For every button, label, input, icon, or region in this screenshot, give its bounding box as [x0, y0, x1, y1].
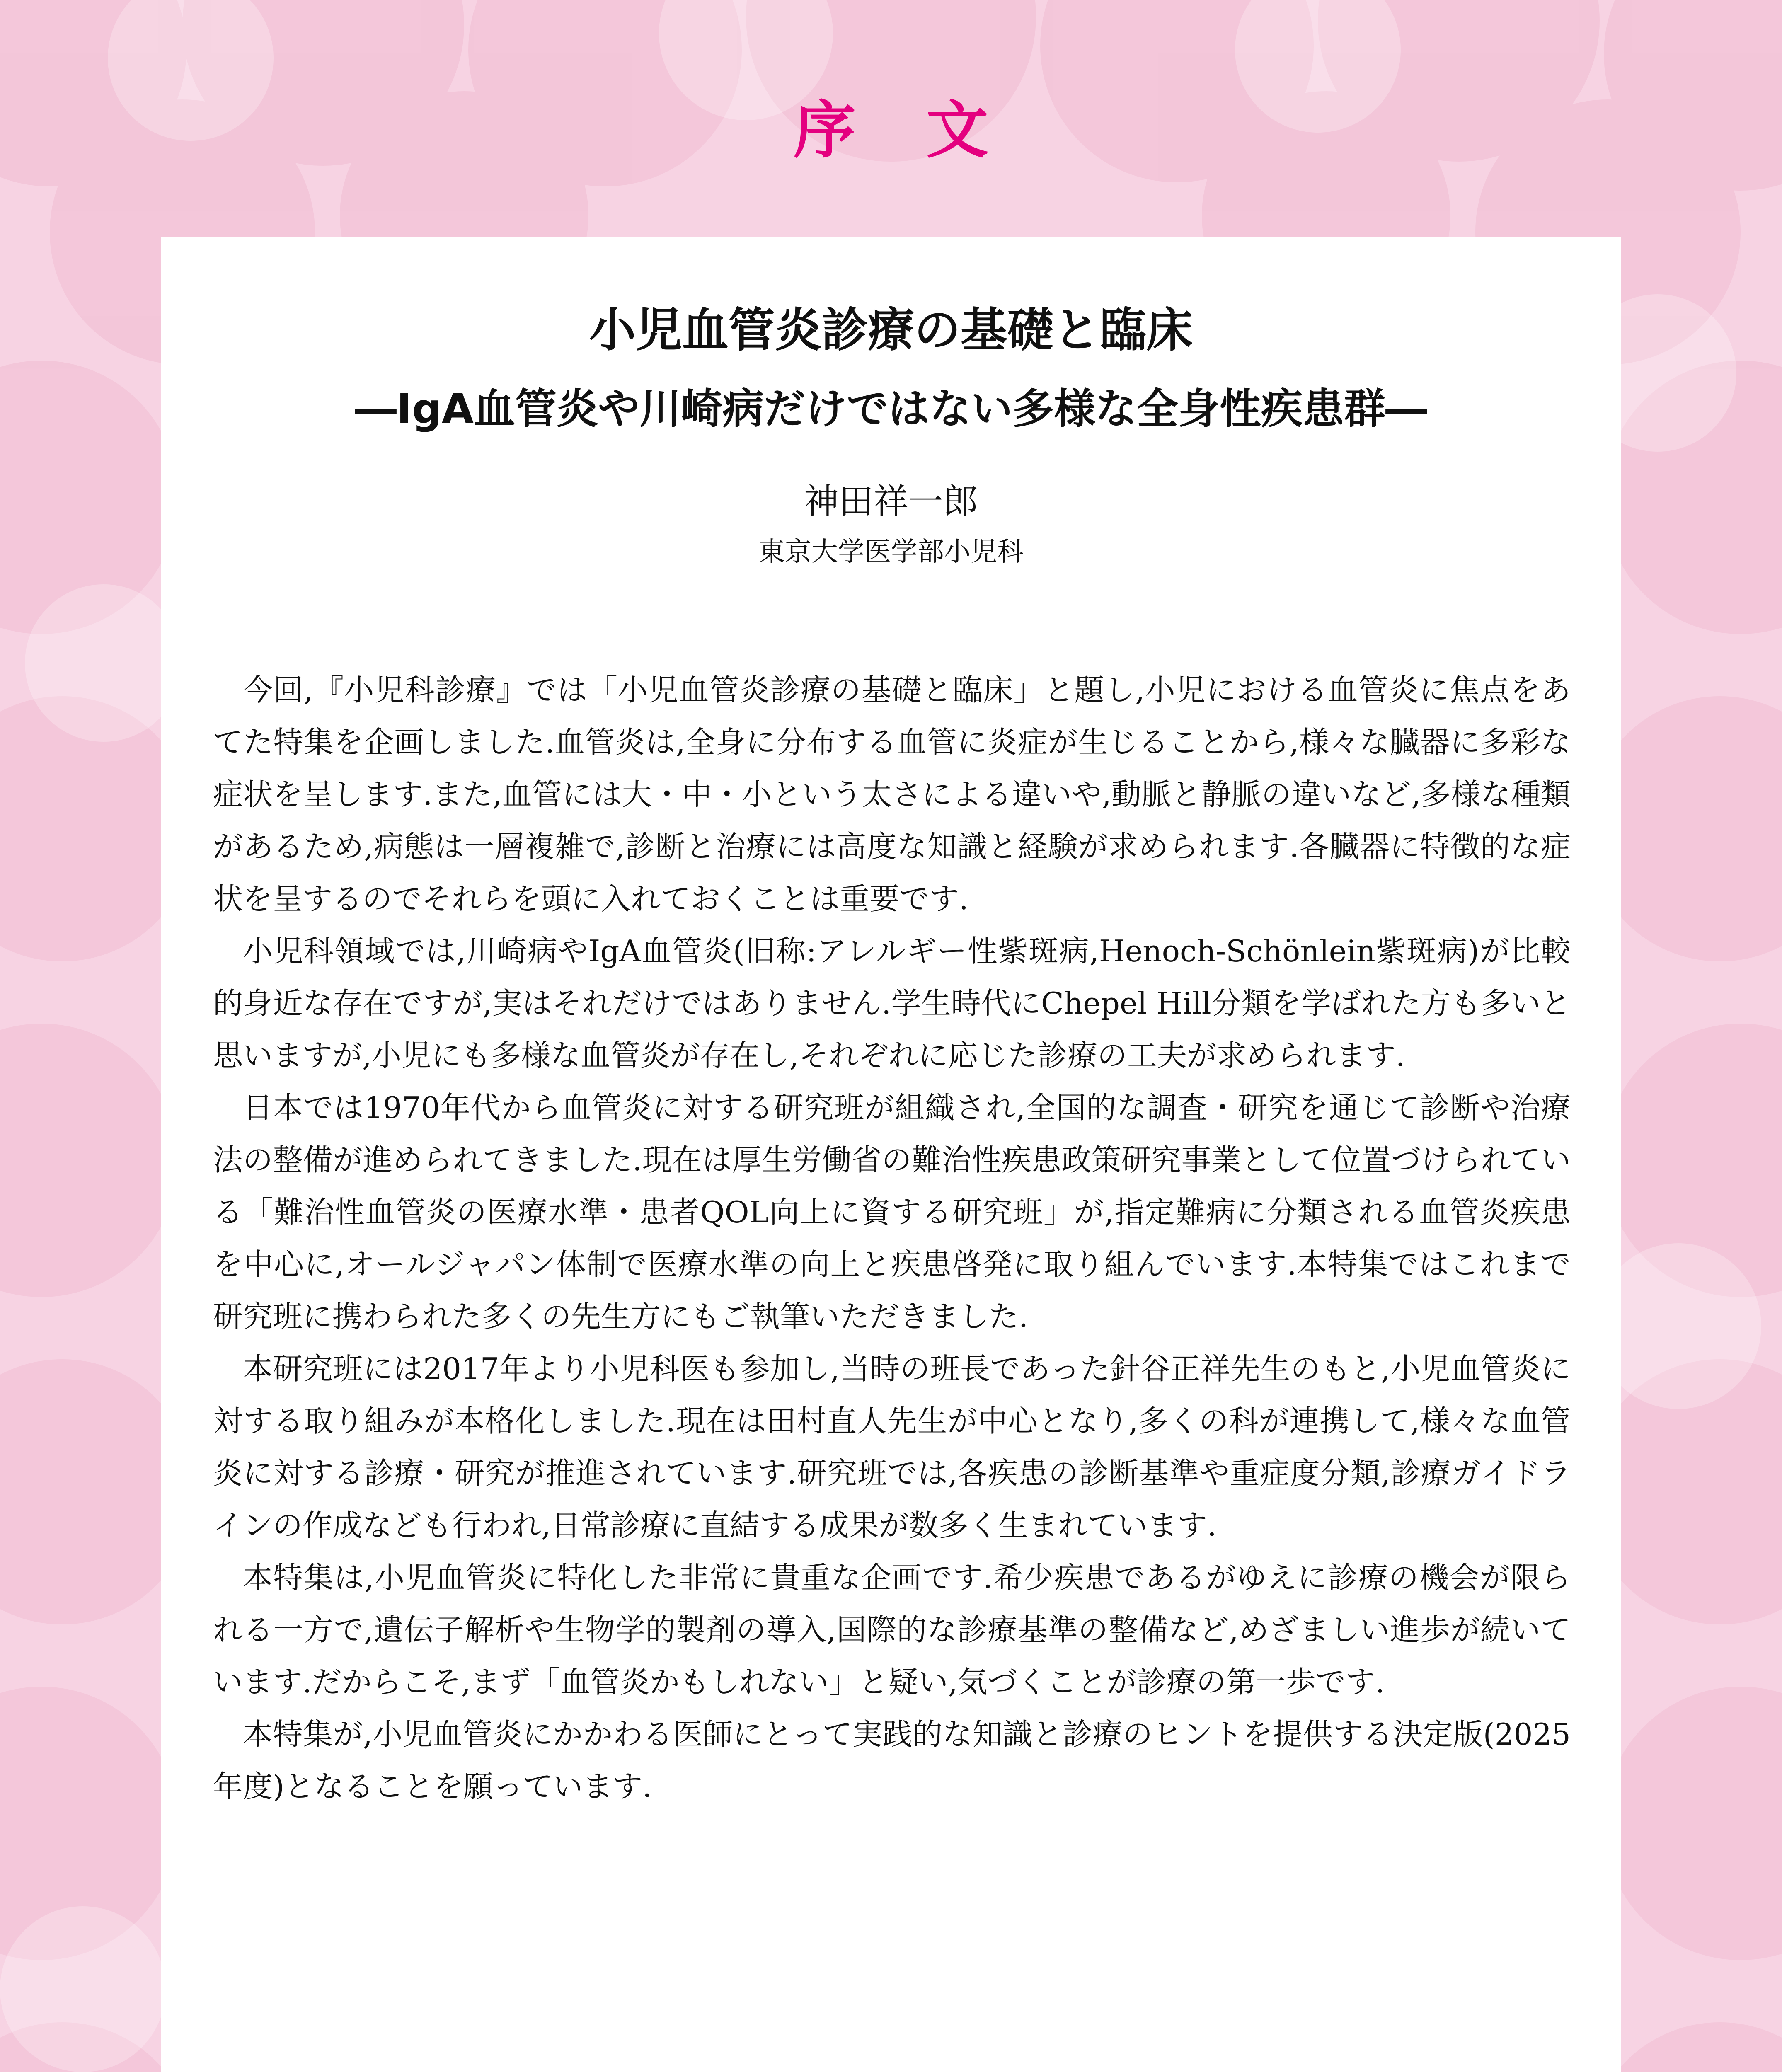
author-affiliation: 東京大学医学部小児科	[758, 537, 1024, 567]
article-subtitle: ―IgA血管炎や川崎病だけではない多様な全身性疾患群―	[355, 385, 1427, 433]
paragraph-1: 今回,『小児科診療』では「小児血管炎診療の基礎と臨床」と題し,小児における血管炎に焦点をあてた特集を企画しました.血管炎は,全身に分布する血管に炎症が生じることから,様々な臓器に多彩な症状を呈します.また,血管には大・中・小という太さによる違いや,動脈と静脈の違いなど,多様な種類があるため,病態は一層複雑で,診断と治療には高度な知識と経験が求められます.各臓器に特徴的な症状を呈するのでそれらを頭に入れておくことは重要です.	[213, 673, 1571, 916]
article-body	[213, 664, 1571, 1813]
paragraph-6: 本特集が,小児血管炎にかかわる医師にとって実践的な知識と診療のヒントを提供する決定版(2025年度)となることを願っています.	[213, 1717, 1571, 1804]
paragraph-3: 日本では1970年代から血管炎に対する研究班が組織され,全国的な調査・研究を通じて診断や治療法の整備が進められてきました.現在は厚生労働省の難治性疾患政策研究事業として位置づけられている「難治性血管炎の医療水準・患者QOL向上に資する研究班」が,指定難病に分類される血管炎疾患を中心に,オールジャパン体制で医療水準の向上と疾患啓発に取り組んでいます.本特集ではこれまで研究班に携わられた多くの先生方にもご執筆いただきました.	[213, 1090, 1571, 1334]
paragraph-5: 本特集は,小児血管炎に特化した非常に貴重な企画です.希少疾患であるがゆえに診療の機会が限られる一方で,遺伝子解析や生物学的製剤の導入,国際的な診療基準の整備など,めざましい進歩が続いています.だからこそ,まず「血管炎かもしれない」と疑い,気づくことが診療の第一歩です.	[213, 1560, 1571, 1699]
article-title: 小児血管炎診療の基礎と臨床	[589, 303, 1193, 357]
section-heading: 序文	[793, 94, 1059, 167]
author-name: 神田祥一郎	[804, 481, 978, 522]
paragraph-4: 本研究班には2017年より小児科医も参加し,当時の班長であった針谷正祥先生のもと,小児血管炎に対する取り組みが本格化しました.現在は田村直人先生が中心となり,多くの科が連携して,様々な血管炎に対する診療・研究が推進されています.研究班では,各疾患の診断基準や重症度分類,診療ガイドラインの作成なども行われ,日常診療に直結する成果が数多く生まれています.	[213, 1351, 1571, 1543]
paragraph-2: 小児科領域では,川崎病やIgA血管炎(旧称:アレルギー性紫斑病,Henoch-Schönlein紫斑病)が比較的身近な存在ですが,実はそれだけではありません.学生時代にChepel Hill分類を学ばれた方も多いと思いますが,小児にも多様な血管炎が存在し,それぞれに応じた診療の工夫が求められます.	[213, 934, 1571, 1073]
article-panel	[161, 237, 1621, 2072]
